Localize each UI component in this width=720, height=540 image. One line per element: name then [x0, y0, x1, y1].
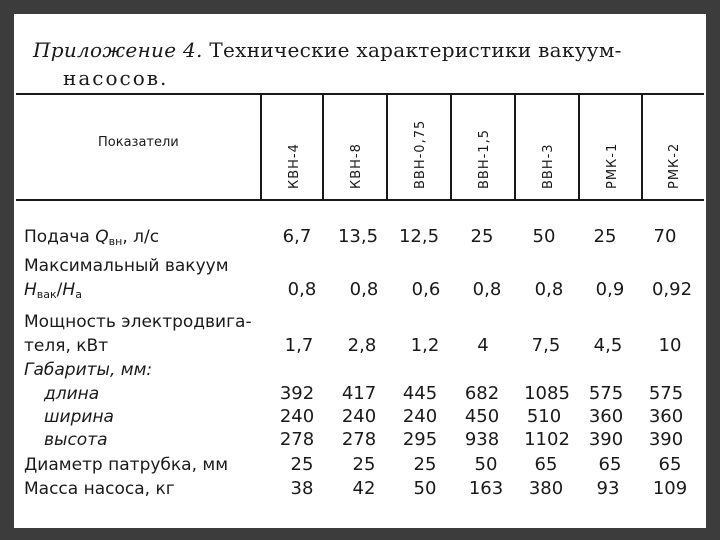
model-header: РМК-1: [605, 142, 620, 189]
cell-value: 240: [402, 406, 438, 427]
cell-value: 12,5: [398, 226, 440, 247]
frame-top: [0, 0, 720, 14]
cell-value: 10: [658, 335, 682, 356]
cell-value: 682: [464, 383, 500, 404]
cell-value: 417: [341, 383, 377, 404]
cell-value: 2,8: [347, 335, 377, 356]
cell-value: 25: [593, 226, 617, 247]
cell-value: 65: [658, 454, 682, 475]
symbol-q: Q: [95, 227, 109, 247]
cell-value: 0,8: [472, 279, 502, 300]
row-label: [24, 226, 159, 253]
caption-text-2: насосов.: [63, 66, 169, 90]
row-power-label: [16, 311, 704, 333]
frame-bottom: [0, 528, 720, 540]
cell-value: 360: [648, 406, 684, 427]
cell-value: 50: [474, 454, 498, 475]
caption-lead: Приложение 4.: [33, 38, 203, 62]
cell-value: 390: [648, 429, 684, 450]
cell-value: 42: [352, 478, 376, 499]
cell-value: 25: [470, 226, 494, 247]
label-unit: , л/с: [122, 227, 160, 247]
row-label: Габариты, мм:: [24, 360, 153, 380]
cell-value: 938: [464, 429, 500, 450]
row-height: [16, 429, 704, 451]
cell-value: 70: [653, 226, 677, 247]
cell-value: 278: [279, 429, 315, 450]
cell-value: 0,8: [287, 279, 317, 300]
row-label: высота: [44, 430, 108, 450]
model-header: ВВН-3: [541, 143, 556, 189]
cell-value: 240: [279, 406, 315, 427]
symbol-h: H: [62, 280, 76, 300]
model-header: ВВН-0,75: [413, 119, 428, 189]
row-width: [16, 406, 704, 428]
subscript: вн: [108, 235, 123, 248]
header-divider: [450, 93, 452, 201]
model-header: РМК-2: [667, 142, 682, 189]
cell-value: 0,92: [651, 279, 693, 300]
row-vacuum-label: [16, 255, 704, 277]
cell-value: 50: [532, 226, 556, 247]
cell-value: 445: [402, 383, 438, 404]
row-label: Максимальный вакуум: [24, 256, 229, 276]
cell-value: 65: [534, 454, 558, 475]
row-label: Диаметр патрубка, мм: [24, 455, 229, 475]
row-power: [16, 335, 704, 357]
cell-value: 38: [290, 478, 314, 499]
cell-value: 25: [352, 454, 376, 475]
cell-value: 0,6: [411, 279, 441, 300]
row-vacuum: [16, 279, 704, 301]
cell-value: 1,7: [284, 335, 314, 356]
cell-value: 510: [526, 406, 562, 427]
cell-value: 25: [413, 454, 437, 475]
row-label: Масса насоса, кг: [24, 479, 175, 499]
cell-value: 109: [652, 478, 688, 499]
header-divider: [641, 93, 643, 201]
subscript: а: [75, 288, 82, 301]
caption: [33, 36, 703, 92]
row-length: [16, 383, 704, 405]
cell-value: 392: [279, 383, 315, 404]
cell-value: 163: [468, 478, 504, 499]
caption-text: Технические характеристики вакуум-: [202, 38, 622, 62]
spec-table: [16, 93, 704, 520]
cell-value: 4: [477, 335, 489, 356]
header-divider: [578, 93, 580, 201]
frame-right: [706, 0, 720, 540]
row-label: теля, кВт: [24, 336, 109, 356]
row-feed: [16, 226, 704, 248]
header-bottom-rule: [16, 199, 704, 201]
row-label-formula: [24, 279, 82, 306]
cell-value: 278: [341, 429, 377, 450]
model-header: ВВН-1,5: [477, 129, 492, 189]
row-label: Мощность электродвига-: [24, 312, 252, 332]
header-divider: [322, 93, 324, 201]
cell-value: 93: [596, 478, 620, 499]
cell-value: 4,5: [593, 335, 623, 356]
row-label: длина: [44, 384, 100, 404]
label-text: Подача: [24, 227, 96, 247]
cell-value: 25: [290, 454, 314, 475]
cell-value: 7,5: [531, 335, 561, 356]
model-header: КВН-8: [349, 143, 364, 189]
cell-value: 575: [588, 383, 624, 404]
cell-value: 1102: [524, 429, 570, 450]
row-mass: [16, 478, 704, 500]
header-divider: [386, 93, 388, 201]
cell-value: 1085: [524, 383, 570, 404]
cell-value: 6,7: [282, 226, 312, 247]
frame-left: [0, 0, 14, 540]
cell-value: 240: [341, 406, 377, 427]
header-divider: [260, 93, 262, 201]
symbol-h: H: [24, 280, 37, 300]
cell-value: 0,9: [595, 279, 625, 300]
model-header: КВН-4: [287, 143, 302, 189]
cell-value: 450: [464, 406, 500, 427]
cell-value: 360: [588, 406, 624, 427]
cell-value: 0,8: [534, 279, 564, 300]
cell-value: 65: [598, 454, 622, 475]
cell-value: 1,2: [410, 335, 440, 356]
cell-value: 50: [413, 478, 437, 499]
row-pipe: [16, 454, 704, 476]
subscript: вак: [36, 288, 57, 301]
table-top-rule: [16, 93, 704, 95]
separator: /: [56, 280, 63, 300]
cell-value: 0,8: [349, 279, 379, 300]
row-dims-label: [16, 359, 704, 381]
cell-value: 380: [528, 478, 564, 499]
header-divider: [514, 93, 516, 201]
cell-value: 295: [402, 429, 438, 450]
cell-value: 390: [588, 429, 624, 450]
row-label: ширина: [44, 407, 114, 427]
cell-value: 13,5: [337, 226, 379, 247]
header-label: Показатели: [98, 135, 179, 150]
cell-value: 575: [648, 383, 684, 404]
